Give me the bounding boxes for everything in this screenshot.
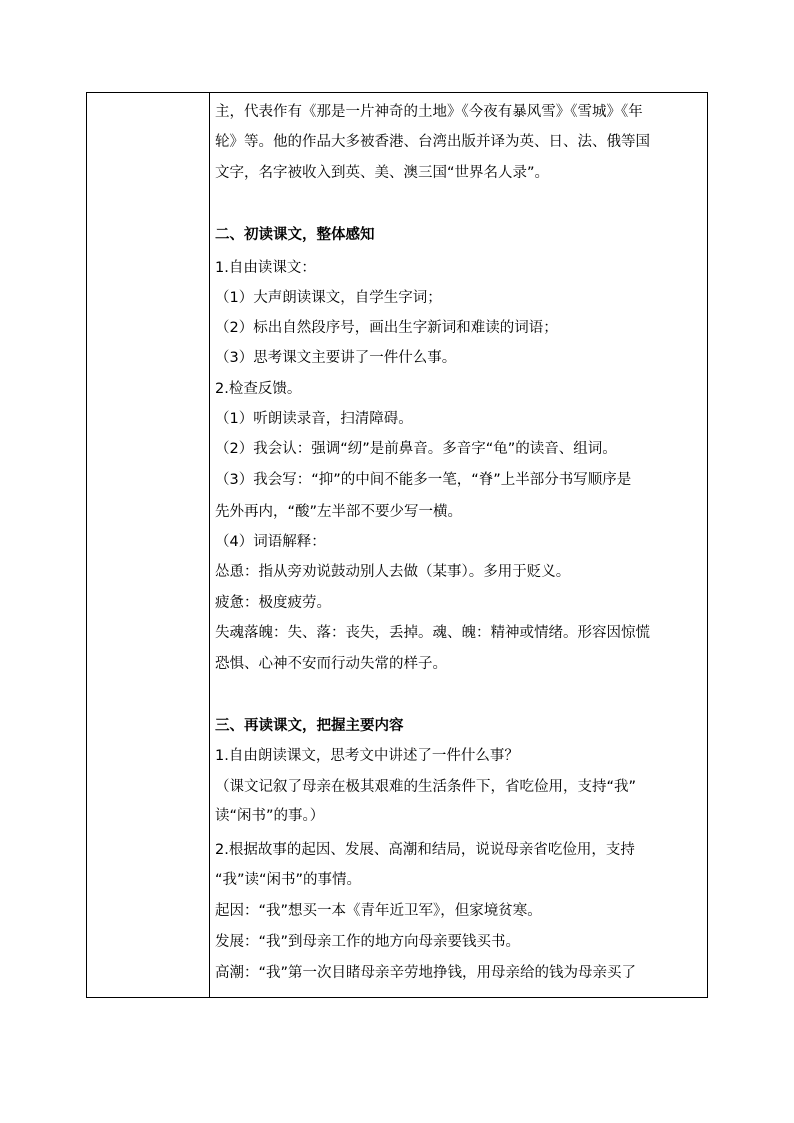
text-line: 失魂落魄：失、落：丧失，丢掉。魂、魄：精神或情绪。形容因惊慌 (215, 625, 650, 641)
text-line: 怂恿：指从旁劝说鼓动别人去做（某事）。多用于贬义。 (215, 564, 571, 580)
text-line: 先外再内，“酸”左半部不要少写一横。 (215, 504, 463, 520)
text-line: 1.自由朗读课文，思考文中讲述了一件什么事？ (215, 748, 519, 764)
text-line: 1.自由读课文： (215, 260, 316, 276)
text-line: 2.检查反馈。 (215, 381, 302, 397)
text-line: （2）标出自然段序号，画出生字新词和难读的词语； (215, 320, 558, 336)
text-line: 疲惫：极度疲劳。 (215, 595, 331, 611)
text-line: （3）思考课文主要讲了一件什么事。 (215, 350, 457, 366)
text-line: 发展：“我”到母亲工作的地方向母亲要钱买书。 (215, 934, 521, 950)
lesson-table (86, 92, 708, 998)
text-line: 高潮：“我”第一次目睹母亲辛劳地挣钱，用母亲给的钱为母亲买了 (215, 965, 637, 981)
section-heading: 三、再读课文，把握主要内容 (215, 718, 404, 734)
section-heading: 二、初读课文，整体感知 (215, 227, 375, 243)
text-line: 轮》等。他的作品大多被香港、台湾出版并译为英、日、法、俄等国 (215, 134, 650, 150)
text-line: （2）我会认：强调“纫”是前鼻音。多音字“龟”的读音、组词。 (215, 441, 617, 457)
text-line: （3）我会写：“抑”的中间不能多一笔，“脊”上半部分书写顺序是 (215, 472, 632, 488)
text-line: 主，代表作有《那是一片神奇的土地》《今夜有暴风雪》《雪城》《年 (215, 104, 643, 120)
text-line: （1）大声朗读课文，自学生字词； (215, 290, 442, 306)
text-line: 读“闲书”的事。） (215, 808, 325, 824)
text-line: “我”读“闲书”的事情。 (215, 872, 362, 888)
column-divider (209, 93, 210, 997)
text-line: 恐惧、心神不安而行动失常的样子。 (215, 656, 447, 672)
text-line: （1）听朗读录音，扫清障碍。 (215, 411, 413, 427)
text-line: （4）词语解释： (215, 534, 326, 550)
text-line: 2.根据故事的起因、发展、高潮和结局，说说母亲省吃俭用，支持 (215, 842, 635, 858)
text-line: （课文记叙了母亲在极其艰难的生活条件下，省吃俭用，支持“我” (215, 779, 637, 795)
text-line: 起因：“我”想买一本《青年近卫军》，但家境贫寒。 (215, 903, 542, 919)
text-line: 文字，名字被收入到英、美、澳三国“世界名人录”。 (215, 165, 550, 181)
